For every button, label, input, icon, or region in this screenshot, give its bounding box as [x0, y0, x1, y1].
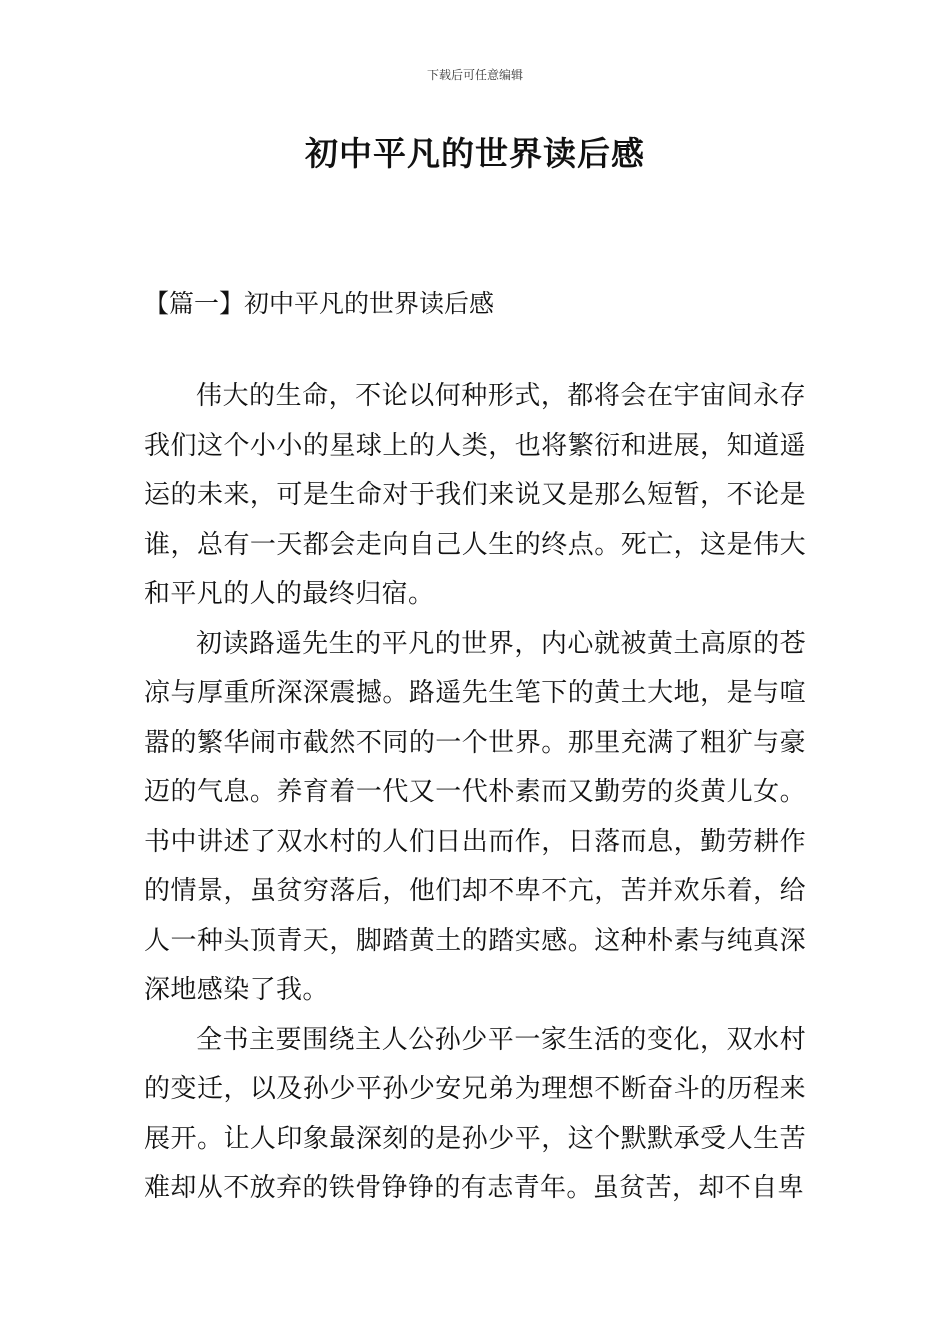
document-title: 初中平凡的世界读后感	[305, 134, 645, 173]
header-note: 下载后可任意编辑	[426, 68, 523, 82]
body-text	[144, 372, 806, 1214]
section-heading: 【篇一】初中平凡的世界读后感	[144, 289, 495, 318]
paragraph-1: 伟大的生命，不论以何种形式，都将会在宇宙间永存我们这个小小的星球上的人类，也将繁衍和进展，知道遥运的未来，可是生命对于我们来说又是那么短暂，不论是谁，总有一天都会走向自己人生的终点。死亡，这是伟大和平凡的人的最终归宿。	[144, 381, 806, 609]
paragraph-3: 全书主要围绕主人公孙少平一家生活的变化，双水村的变迁，以及孙少平孙少安兄弟为理想不断奋斗的历程来展开。让人印象最深刻的是孙少平，这个默默承受人生苦难却从不放弃的铁骨铮铮的有志青年。虽贫苦，却不自卑	[144, 1024, 806, 1203]
paragraph-2: 初读路遥先生的平凡的世界，内心就被黄土高原的苍凉与厚重所深深震撼。路遥先生笔下的黄土大地，是与喧嚣的繁华闹市截然不同的一个世界。那里充满了粗犷与豪迈的气息。养育着一代又一代朴素而又勤劳的炎黄儿女。书中讲述了双水村的人们日出而作，日落而息，勤劳耕作的情景，虽贫穷落后，他们却不卑不亢，苦并欢乐着，给人一种头顶青天，脚踏黄土的踏实感。这种朴素与纯真深深地感染了我。	[144, 628, 806, 1005]
